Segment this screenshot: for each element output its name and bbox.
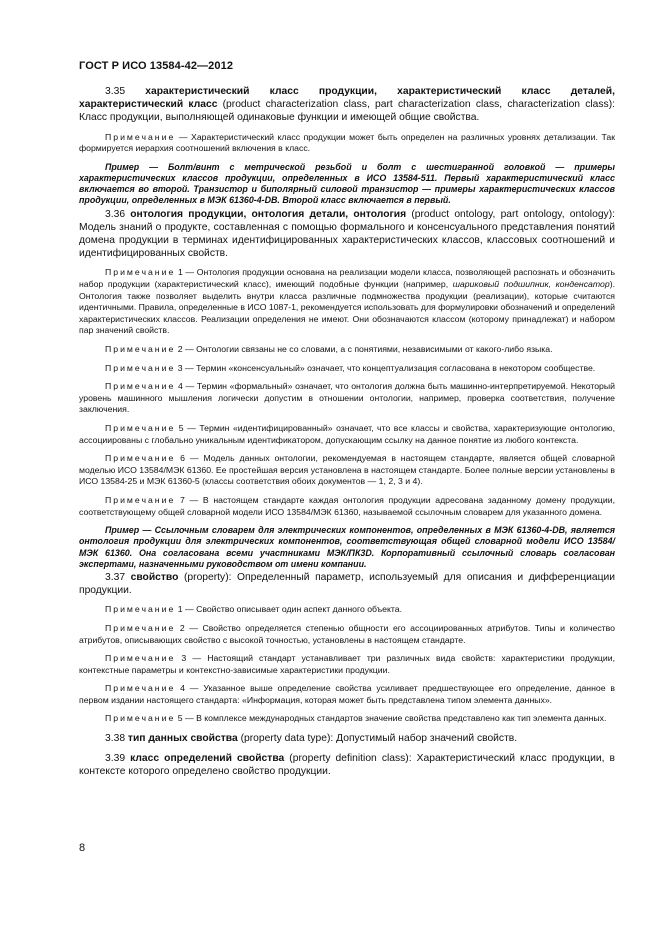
term-3-39: 3.39 класс определений свойства (property definition class): Характеристический класс продукции, в контексте которого определено свойство продукции. (79, 753, 615, 778)
term-title: класс определений свойства (130, 753, 285, 765)
term-title: тип данных свойства (127, 733, 238, 745)
note-3-36-4: Примечание 4 — Термин «формальный» означает, что онтология должна быть машинно-интерпретируемой. Некоторый уровень машинного мышления логически допустим в отношении онтологии, например, проверка соответствия, получение заключения. (79, 381, 615, 415)
term-title: характеристический класс продукции, характеристический класс деталей, характеристический класс (79, 86, 615, 111)
term-3-35: 3.35 характеристический класс продукции, характеристический класс деталей, характеристический класс (product characterization class, part characterization class, characterization class): Класс продукции, выполняющей одинаковые функции и имеющей общие свойства. (79, 86, 615, 124)
term-title: онтология продукции, онтология детали, онтология (130, 208, 407, 220)
note-3-36-7: Примечание 7 — В настоящем стандарте каждая онтология продукции адресована заданному домену продукции, соответствующему общей словарной модели ИСО 13584/МЭК 61360, называемой ссылочным словарем для указанного домена. (79, 494, 615, 517)
term-3-36: 3.36 онтология продукции, онтология детали, онтология (product ontology, part ontology, ontology): Модель знаний о продукте, составленная с помощью формального и консенсуального представления понятий домена продукции в терминах идентифицированных характеристических классов, классовых соотношений и идентифицированных свойств. (79, 208, 615, 260)
document-header: ГОСТ Р ИСО 13584-42—2012 (79, 60, 234, 72)
term-3-37: 3.37 свойство (property): Определенный параметр, используемый для описания и дифференциации продукции. (79, 571, 615, 597)
page-number: 8 (79, 842, 86, 854)
note-3-35: Примечание — Характеристический класс продукции может быть определен на различных уровнях детализации. Так формируется иерархия соотношений включения в класс. (79, 131, 615, 154)
note-3-36-2: Примечание 2 — Онтологии связаны не со словами, а с понятиями, независимыми от какого-либо языка. (105, 343, 553, 354)
term-title: свойство (130, 571, 179, 583)
note-3-37-4: Примечание 4 — Указанное выше определение свойства усиливает предшествующее его определение, данное в первом издании настоящего стандарта: «Информация, которая может быть представлена типом элемента данных». (79, 683, 616, 705)
note-3-36-6: Примечание 6 — Модель данных онтологии, рекомендуемая в настоящем стандарте, является общей словарной моделью ИСО 13584/МЭК 61360. Ее простейшая версия установлена в настоящем стандарте. Более полные версии установлены в ИСО 13584-25 и МЭК 61360-5 (классы соответствия обоих документов — 1, 2, 3 и 4). (79, 453, 615, 487)
note-3-37-5: Примечание 5 — В комплексе международных стандартов значение свойства представлено как тип элемента данных. (105, 713, 607, 724)
note-3-37-3: Примечание 3 — Настоящий стандарт устанавливает три различных вида свойств: характеристики продукции, контекстные параметры и контекстно-зависимые характеристики продукции. (79, 653, 616, 675)
example-3-35: Пример — Болт/винт с метрической резьбой и болт с шестигранной головкой — примеры характеристических классов продукции, определенных в ИСО 13584-511. Первый характеристический класс включается во второй. Транзистор и биполярный силовой транзистор — примеры характеристических классов продукции, определенных в МЭК 61360-4-DB. Второй класс включается в первый. (79, 161, 615, 206)
note-3-36-1: Примечание 1 — Онтология продукции основана на реализации модели класса, позволяющей распознать и обозначить набор продукции (характеристический класс), имеющий подобные функции (например, шариковый подшипник, конденсатор). Онтология также позволяет выделить внутри класса различные подмножества продукции (реализации), которые считаются идентичными. Правила, определенные в ИСО 1087-1, рекомендуется использовать для формулировки обозначений и определений характеристических классов. Реализации определения не имеют. Они обозначаются классом (которому принадлежат) и набором пар значений свойств. (79, 267, 615, 336)
note-3-36-5: Примечание 5 — Термин «идентифицированный» означает, что все классы и свойства, характеризующие онтологию, ассоциированы с глобально уникальным идентификатором, допускающим ссылку на данное понятие из любого контекста. (79, 422, 615, 445)
note-3-37-2: Примечание 2 — Свойство определяется степенью общности его ассоциированных атрибутов. Типы и количество атрибутов, описывающих свойство с высокой точностью, установлены в настоящем стандарте. (79, 622, 615, 645)
page-content (79, 85, 615, 786)
note-3-37-1: Примечание 1 — Свойство описывает один аспект данного объекта. (105, 604, 403, 615)
example-3-36: Пример — Ссылочным словарем для электрических компонентов, определенных в МЭК 61360-4-DB, является онтология продукции для электрических компонентов, соответствующая общей словарной модели ИСО 13584/МЭК 61360. Она согласована всеми участниками МЭК/ПК3D. Корпоративный ссылочный словарь согласован экспертами, назначенными руководством от имени компании. (79, 525, 615, 569)
note-3-36-3: Примечание 3 — Термин «консенсуальный» означает, что концептуализация согласована в некотором сообществе. (105, 362, 596, 373)
term-3-38: 3.38 тип данных свойства (property data type): Допустимый набор значений свойств. (105, 733, 518, 745)
